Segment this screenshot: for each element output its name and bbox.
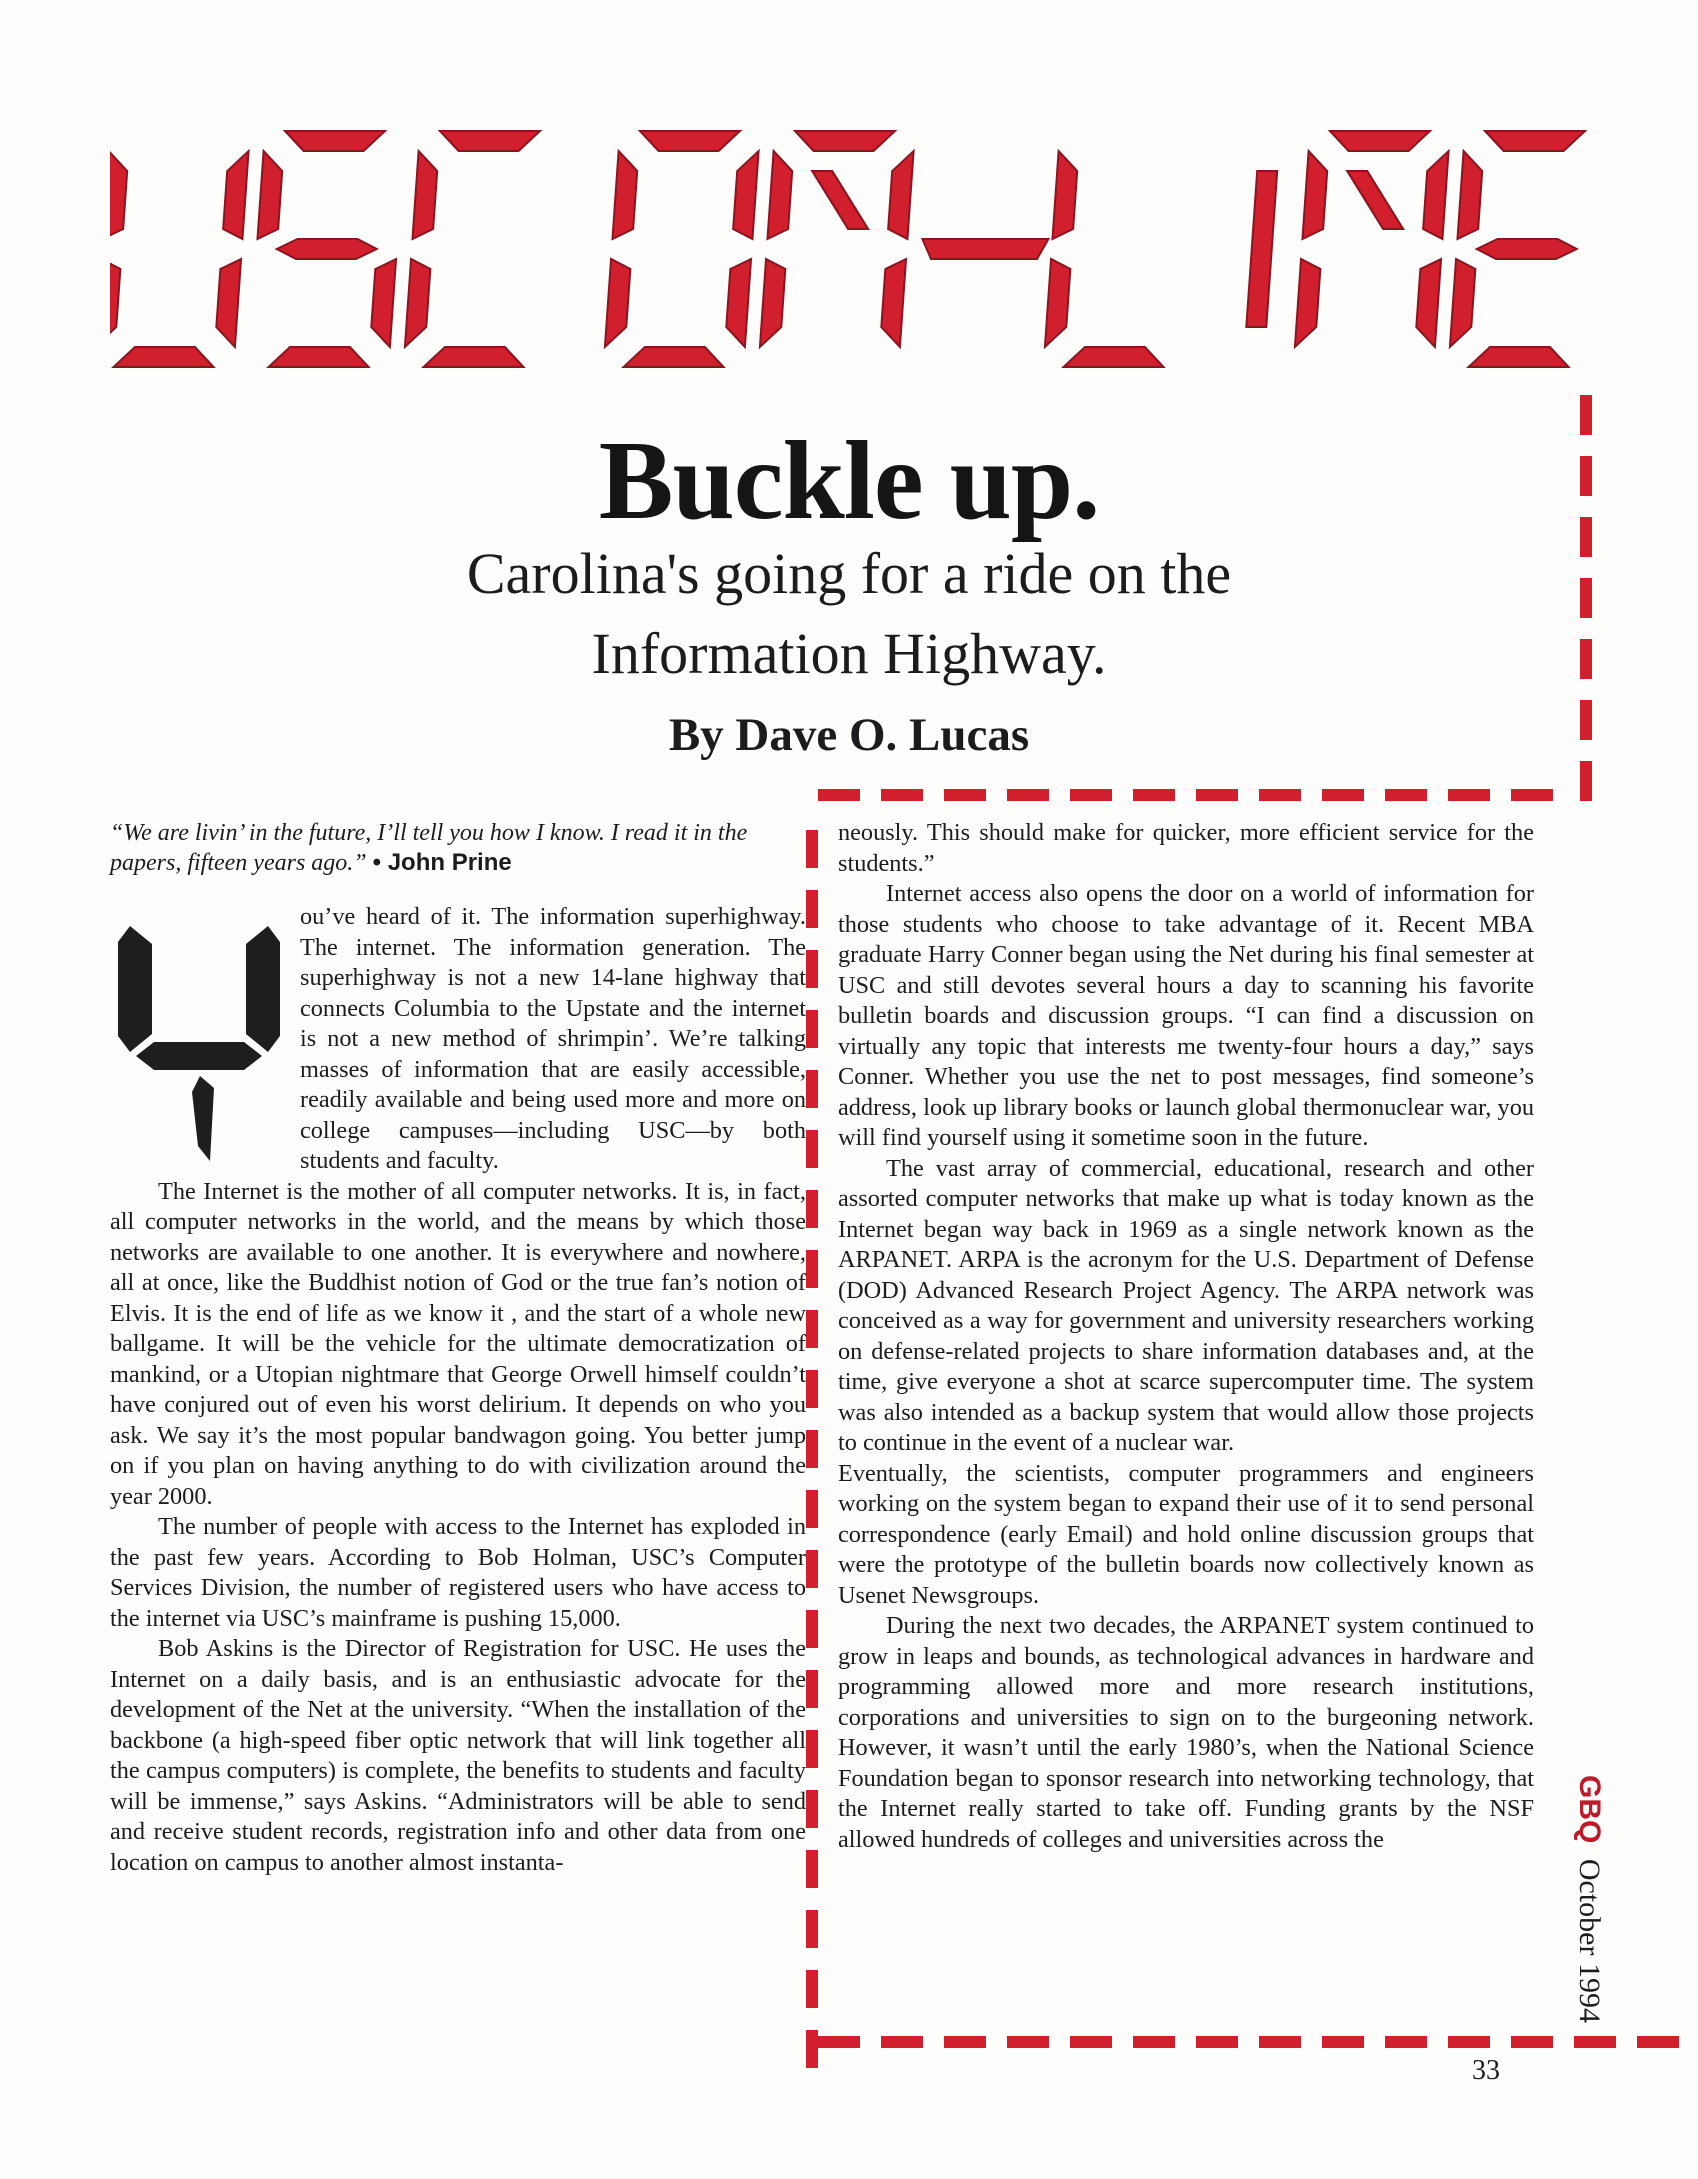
red-dash-segment: [881, 789, 923, 801]
red-dash-segment: [1580, 761, 1592, 801]
red-dash-segment: [1580, 456, 1592, 496]
red-dash-segment: [1448, 2036, 1490, 2048]
red-dash-segment: [1196, 2036, 1238, 2048]
red-dash-segment: [806, 830, 818, 868]
red-dash-segment: [1259, 789, 1301, 801]
masthead-glyph-E: [1448, 131, 1585, 367]
masthead-glyph-U: [110, 151, 249, 367]
masthead-glyph-I: [1246, 171, 1277, 327]
column2-paragraph-4: Eventually, the scientists, computer programmers and engineers working on the system began to expand their use of it to send personal correspondence (early Email) and hold online discussion groups that were the prototype of the bulletin boards now collectively known as Usenet Newsgroups.: [838, 1459, 1534, 1609]
red-dash-segment: [1070, 789, 1112, 801]
red-dash-segment: [806, 1670, 818, 1708]
article-column-1: [110, 818, 806, 1878]
red-dash-segment: [806, 1310, 818, 1348]
red-dash-segment: [1070, 2036, 1112, 2048]
red-dash-segment: [1196, 789, 1238, 801]
article-column-2: [838, 818, 1534, 1855]
column1-paragraph-1: ou’ve heard of it. The information superhighway. The internet. The information generation. The superhighway is not a new 14-lane highway that connects Columbia to the Upstate and the internet is not a new method of shrimpin’. We’re talking masses of information that are easily accessible, readily available and being used more and more on college campuses—including USC—by both students and faculty.: [300, 903, 806, 1174]
masthead-glyph-C: [403, 131, 540, 367]
red-dash-segment: [806, 950, 818, 988]
drop-cap-y-glyph: [110, 916, 288, 1166]
column1-paragraph-3: The number of people with access to the Internet has exploded in the past few years. According to Bob Holman, USC’s Computer Services Division, the number of registered users who have access to the internet via USC’s mainframe is pushing 15,000.: [110, 1513, 806, 1632]
red-dash-segment: [944, 789, 986, 801]
masthead-title: [110, 125, 1630, 375]
page-number: 33: [1472, 2055, 1500, 2086]
red-dash-segment: [818, 2036, 860, 2048]
red-dash-segment: [818, 789, 860, 801]
column2-paragraph-1: neously. This should make for quicker, more efficient service for the students.”: [838, 819, 1534, 877]
red-dash-segment: [1580, 517, 1592, 557]
column1-paragraph-2: The Internet is the mother of all computer networks. It is, in fact, all computer networks in the world, and the means by which those networks are available to one another. It is everywhere and nowhere, all at once, like the Buddhist notion of God or the true fan’s notion of Elvis. It is the end of life as we know it , and the start of a whole new ballgame. It will be the vehicle for the ultimate democratization of mankind, or a Utopian nightmare that George Orwell himself couldn’t have conjured out of even his worst delirium. It depends on who you ask. We say it’s the most popular bandwagon going. You better jump on if you plan on having anything to do with civilization around the year 2000.: [110, 1177, 806, 1510]
magazine-brand: GBQ: [1573, 1775, 1606, 1844]
red-dash-segment: [1385, 789, 1427, 801]
red-dash-segment: [1448, 789, 1490, 801]
byline: By Dave O. Lucas: [668, 709, 1030, 761]
issue-date: October 1994: [1573, 1858, 1606, 2023]
red-dash-segment: [1511, 2036, 1553, 2048]
red-dash-segment: [1574, 2036, 1616, 2048]
subheadline-line-2: Information Highway.: [591, 621, 1107, 686]
red-dash-segment: [806, 1790, 818, 1828]
issue-side-label: [1572, 1775, 1606, 2023]
red-dash-segment: [1322, 2036, 1364, 2048]
red-dash-segment: [1259, 2036, 1301, 2048]
red-dash-segment: [806, 1610, 818, 1648]
epigraph-quote: “We are livin’ in the future, I’ll tell you how I know. I read it in the papers, fifteen years ago.”: [110, 820, 748, 876]
masthead-glyph-L: [1043, 151, 1178, 367]
red-dash-segment: [1580, 700, 1592, 740]
masthead-glyph-S: [248, 131, 405, 367]
epigraph: [110, 818, 806, 878]
red-dash-segment: [806, 1550, 818, 1588]
red-dash-segment: [806, 1910, 818, 1948]
masthead-glyph-N: [760, 131, 915, 347]
epigraph-author: • John Prine: [372, 849, 512, 876]
red-dash-segment: [1133, 2036, 1175, 2048]
red-dash-segment: [944, 2036, 986, 2048]
column2-paragraph-2: Internet access also opens the door on a world of information for those students who choose to take advantage of it. Recent MBA graduate Harry Conner began using the Net during his final semester at USC and still devotes several hours a day to scanning his favorite bulletin boards and discussion groups. “I can find a discussion on virtually any topic that interests me twenty-four hours a day,” says Conner. Whether you use the net to post messages, find someone’s address, look up library books or launch global thermonuclear war, you will find yourself using it sometime soon in the future.: [838, 880, 1534, 1151]
red-dash-segment: [881, 2036, 923, 2048]
masthead-glyph-O: [603, 131, 760, 367]
red-dash-segment: [806, 1010, 818, 1048]
masthead-glyph-N: [1295, 131, 1450, 347]
red-dash-segment: [1133, 789, 1175, 801]
red-dash-segment: [1580, 578, 1592, 618]
red-dash-segment: [806, 2030, 818, 2068]
red-dash-segment: [806, 1370, 818, 1408]
drop-cap: [110, 916, 288, 1166]
red-dash-segment: [1580, 395, 1592, 435]
red-dash-segment: [1007, 2036, 1049, 2048]
red-dash-segment: [1511, 789, 1553, 801]
red-dash-segment: [1580, 639, 1592, 679]
red-dash-segment: [1322, 789, 1364, 801]
red-dash-segment: [806, 1070, 818, 1108]
column2-paragraph-5: During the next two decades, the ARPANET system continued to grow in leaps and bounds, as technological advances in hardware and programming allowed more and more research institutions, corporations and universities to sign on to the burgeoning network. However, it wasn’t until the early 1980’s, when the National Science Foundation began to sponsor research into networking technology, that the Internet really started to take off. Funding grants by the NSF allowed hundreds of colleges and universities across the: [838, 1612, 1534, 1853]
column1-paragraph-4: Bob Askins is the Director of Registration for USC. He uses the Internet on a daily basis, and is an enthusiastic advocate for the development of the Net at the university. “When the installation of the backbone (a high-speed fiber optic network that will link together all the campus computers) is complete, the benefits to students and faculty will be immense,” says Askins. “Administrators will be able to send and receive student records, registration info and other data from one location on campus to another almost instanta-: [110, 1635, 806, 1876]
red-dash-segment: [806, 1850, 818, 1888]
masthead-glyph--: [921, 239, 1048, 259]
red-dash-segment: [806, 1490, 818, 1528]
column2-paragraph-3: The vast array of commercial, educational, research and other assorted computer networks that make up what is today known as the Internet began way back in 1969 as a single network known as the ARPANET. ARPA is the acronym for the U.S. Department of Defense (DOD) Advanced Research Project Agency. The ARPA network was conceived as a way for government and university researchers working on defense-related projects to share information databases and, at the time, give everyone a shot at scarce supercomputer time. The system was also intended as a backup system that would allow those projects to continue in the event of a nuclear war.: [838, 1154, 1534, 1456]
red-dash-segment: [1637, 2036, 1679, 2048]
red-dash-segment: [806, 1190, 818, 1228]
red-dash-segment: [1007, 789, 1049, 801]
segmented-title-graphic: [110, 125, 1630, 375]
red-dash-segment: [806, 1430, 818, 1468]
red-dash-segment: [806, 1130, 818, 1168]
headline: Buckle up.: [598, 419, 1100, 543]
red-dash-segment: [1385, 2036, 1427, 2048]
subheadline-line-1: Carolina's going for a ride on the: [466, 541, 1232, 606]
red-dash-segment: [806, 890, 818, 928]
red-dash-segment: [806, 1970, 818, 2008]
red-dash-segment: [806, 1250, 818, 1288]
red-dash-segment: [806, 1730, 818, 1768]
